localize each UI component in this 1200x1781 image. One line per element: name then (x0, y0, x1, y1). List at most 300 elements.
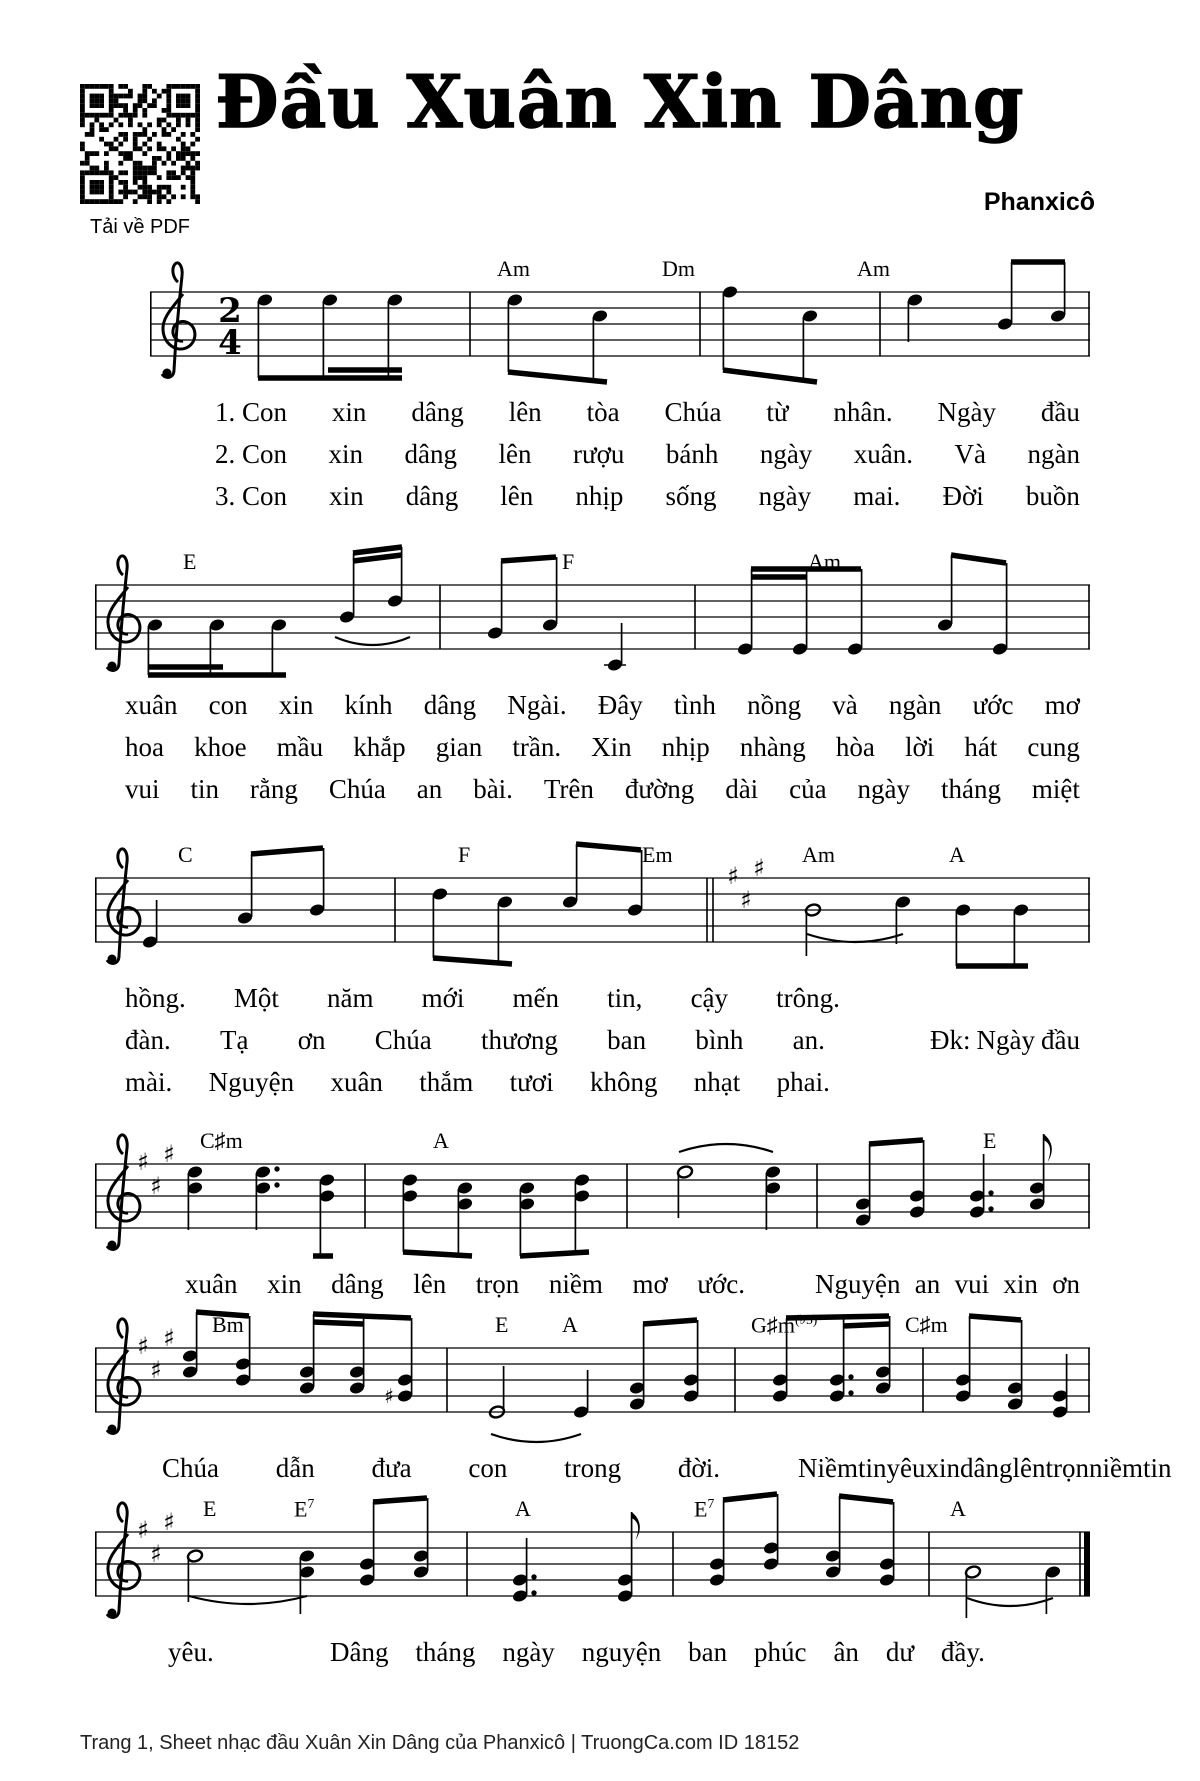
beam (839, 1496, 893, 1502)
chord-root: C♯m (905, 1312, 948, 1337)
staff-system-6 (95, 1472, 1090, 1662)
chord-label (458, 842, 470, 868)
lyric-word: Nguyện (815, 1269, 901, 1299)
lyric-word: hồng. (125, 983, 186, 1013)
lyric-word: yêu. (168, 1637, 214, 1667)
lyric-word: hát (964, 732, 998, 762)
lyric-word: tin (858, 1453, 887, 1483)
chord-root: E (495, 1312, 509, 1337)
lyric-word: Chúa (664, 397, 722, 427)
lyric-word: không (589, 1067, 658, 1097)
chord-superscript: 7 (307, 1496, 315, 1511)
page-title: Đầu Xuân Xin Dâng (215, 59, 1025, 144)
note (519, 1181, 536, 1256)
lyric-word: nhạt (693, 1067, 741, 1097)
sharp-sign: ♯ (150, 1172, 162, 1200)
lyric-line-segment (125, 1066, 830, 1098)
lyric-word: trông. (776, 983, 840, 1013)
chord-root: A (950, 1496, 966, 1521)
lyric-word: ngày (502, 1637, 555, 1667)
chord-root: Am (802, 842, 835, 867)
lyric-word: sống (665, 481, 717, 511)
lyric-word: tin (190, 774, 219, 804)
tie (335, 637, 410, 645)
lyric-word: xuân (330, 1067, 383, 1097)
note (1013, 903, 1030, 966)
note (299, 1314, 316, 1395)
eighth-flag (1044, 1134, 1052, 1162)
lyric-word: Đk: (930, 1025, 971, 1055)
lyric-word: hòa (835, 732, 875, 762)
chord-label (183, 549, 196, 575)
note (1007, 1320, 1024, 1411)
note (497, 895, 514, 964)
lyric-word: ân (833, 1637, 859, 1667)
treble-clef-icon (107, 849, 140, 964)
note (1045, 1565, 1062, 1614)
note (802, 309, 819, 382)
chord-root: C (178, 842, 193, 867)
lyric-line-segment (215, 396, 1080, 428)
note (879, 1502, 896, 1587)
staff-system-3 (95, 818, 1090, 1008)
lyric-word: nhân. (833, 397, 893, 427)
lyric-word: kính (344, 690, 393, 720)
note (384, 1318, 413, 1408)
lyric-word: từ (766, 397, 789, 427)
eighth-flag (632, 1512, 640, 1540)
lyric-line-segment (125, 689, 1080, 721)
lyric-word: Và (954, 439, 986, 469)
note (489, 1366, 506, 1419)
lyric-line-segment (930, 1024, 1080, 1056)
lyric-word: tháng (940, 774, 1001, 804)
chord-label (433, 1128, 449, 1154)
chord-label (808, 549, 841, 575)
lyric-word: vui (125, 774, 160, 804)
lyric-word: Chúa (162, 1453, 219, 1483)
note (457, 1181, 474, 1256)
lyric-line-segment (125, 1024, 825, 1056)
lyric-word: mến (512, 983, 560, 1013)
note (573, 1370, 590, 1419)
lyric-word: mài. (125, 1067, 173, 1097)
sharp-sign: ♯ (163, 1324, 175, 1352)
lyric-word: mới (421, 983, 465, 1013)
lyric-word: đời. (677, 1453, 720, 1483)
sharp-sign: ♯ (163, 1140, 175, 1168)
lyric-word: hoa (125, 732, 164, 762)
lyric-word: ơn (297, 1025, 326, 1055)
lyric-word: đưa (371, 1453, 412, 1483)
chord-label (203, 1496, 216, 1522)
treble-clef-icon (107, 1135, 140, 1250)
note (965, 1565, 982, 1618)
lyric-word: xin (925, 1453, 961, 1483)
lyric-word: dâng (405, 481, 459, 511)
lyric-line-segment (215, 438, 1080, 470)
lyric-word: Trên (543, 774, 594, 804)
note (271, 618, 288, 675)
beam (969, 1316, 1021, 1320)
lyric-word: tòa (586, 397, 620, 427)
lyric-word: cung (1027, 732, 1080, 762)
lyric-word: phúc (754, 1637, 807, 1667)
lyric-word: Đời (942, 481, 984, 511)
lyric-word: đàn. (125, 1025, 171, 1055)
beam (403, 1252, 472, 1256)
chord-label (515, 1496, 531, 1522)
chord-root: E (203, 1496, 217, 1521)
time-signature: 4 (218, 323, 242, 363)
chord-root: A (433, 1128, 449, 1153)
lyric-word: khắp (353, 732, 406, 762)
chord-root: E (694, 1496, 708, 1522)
note (322, 293, 339, 378)
lyric-word: Ngài. (507, 690, 567, 720)
note (387, 293, 404, 378)
lyric-word: rượu (572, 439, 625, 469)
lyric-word: tin (1143, 1453, 1172, 1483)
note (359, 1502, 376, 1587)
beam (508, 372, 607, 382)
treble-clef-icon (107, 556, 140, 671)
lyric-word: ban (607, 1025, 647, 1055)
note (187, 1165, 204, 1230)
chord-label (562, 1312, 578, 1338)
note (562, 844, 579, 909)
lyric-word: gian (435, 732, 483, 762)
note (825, 1496, 842, 1579)
note (805, 903, 822, 956)
beam (501, 557, 556, 561)
staff-system-4 (95, 1104, 1090, 1294)
lyric-word: dài (725, 774, 759, 804)
lyric-word: Ngày (937, 397, 996, 427)
note (992, 563, 1009, 656)
lyric-word: lên (508, 397, 542, 427)
note (722, 285, 739, 370)
beam (723, 1494, 777, 1500)
note (829, 1318, 854, 1403)
lyric-word: đầu (1041, 1025, 1080, 1055)
beam (251, 848, 323, 854)
lyric-word: đường (624, 774, 695, 804)
chord-label (751, 1312, 817, 1338)
beam (353, 555, 402, 561)
lyric-word: cậy (690, 983, 729, 1013)
lyric-word: ngày (857, 774, 911, 804)
tie (967, 1598, 1053, 1606)
chord-root: Am (857, 256, 890, 281)
lyric-word: xin (267, 1269, 302, 1299)
lyric-word: đầu (1040, 397, 1080, 427)
note (907, 293, 924, 342)
lyric-word: mơ (632, 1269, 668, 1299)
lyric-word: 1. Con (215, 397, 288, 427)
footer-text: Trang 1, Sheet nhạc đầu Xuân Xin Dâng của Phanxicô | TruongCa.com ID 18152 (80, 1732, 800, 1754)
chord-superscript: 7 (707, 1496, 715, 1511)
final-barline-thick (1084, 1532, 1090, 1596)
lyric-word: dâng (423, 690, 477, 720)
chord-label (694, 1496, 714, 1522)
lyric-word: lên (498, 439, 532, 469)
note (617, 1512, 640, 1603)
lyric-word: trong (564, 1453, 622, 1483)
sharp-sign: ♯ (137, 1516, 149, 1544)
note (737, 569, 754, 656)
lyric-word: 3. Con (215, 481, 288, 511)
lyric-word: xuân (185, 1269, 238, 1299)
chord-label (200, 1128, 243, 1154)
lyric-word: xuân (125, 690, 178, 720)
chord-label (950, 1496, 966, 1522)
note (542, 557, 559, 632)
sharp-sign: ♯ (753, 854, 765, 882)
sharp-sign: ♯ (150, 1356, 162, 1384)
lyric-word: dâng (411, 397, 464, 427)
chord-root: C♯m (200, 1128, 243, 1153)
sharp-sign: ♯ (137, 1148, 149, 1176)
lyric-word: 2. Con (215, 439, 288, 469)
note (765, 1165, 782, 1230)
lyric-word: tin, (607, 983, 643, 1013)
lyric-word: dâng (404, 439, 457, 469)
note (507, 293, 524, 372)
chord-label (949, 842, 965, 868)
lyric-word: Một (233, 983, 279, 1013)
lyric-word: ước. (697, 1269, 745, 1299)
note (592, 309, 609, 382)
note (955, 903, 972, 966)
chord-label (178, 842, 193, 868)
beam (843, 1324, 889, 1326)
sharp-sign: ♯ (740, 886, 752, 914)
note (319, 1173, 336, 1256)
treble-clef-icon (162, 263, 195, 378)
lyric-word: trọn (1045, 1453, 1089, 1483)
chord-label (857, 256, 890, 282)
chord-root: G♯m (751, 1312, 795, 1338)
lyric-line-segment (125, 731, 1080, 763)
lyric-word: trần. (512, 732, 562, 762)
chord-label (495, 1312, 508, 1338)
lyric-word: lời (904, 732, 935, 762)
note (237, 854, 254, 925)
note (792, 569, 809, 656)
chord-root: Am (808, 549, 841, 574)
lyric-word: con (468, 1453, 508, 1483)
lyric-word: lên (1012, 1453, 1046, 1483)
note (955, 1316, 972, 1403)
chord-label (905, 1312, 948, 1338)
lyric-word: ước (972, 690, 1014, 720)
lyric-word: thắm (419, 1067, 474, 1097)
lyric-word: ơn (1052, 1269, 1080, 1299)
beam (313, 1322, 363, 1324)
lyric-word: trọn (475, 1269, 520, 1299)
lyric-line-segment (168, 1636, 250, 1668)
lyric-word: Xin (591, 732, 632, 762)
lyric-word: dâng (960, 1453, 1013, 1483)
note (847, 569, 864, 656)
lyric-word: vui (954, 1269, 990, 1299)
chord-label (212, 1312, 244, 1338)
tie (189, 1596, 307, 1604)
note (257, 293, 274, 378)
lyric-word: nồng (747, 690, 802, 720)
note (349, 1316, 366, 1395)
lyric-word: xin (278, 690, 314, 720)
lyric-word: mai. (853, 481, 901, 511)
lyric-word: ban (688, 1637, 728, 1667)
lyric-word: ngàn (888, 690, 942, 720)
tie (807, 934, 903, 942)
beam (520, 1252, 589, 1256)
treble-clef-icon (107, 1319, 140, 1434)
beam (433, 958, 512, 964)
lyric-word: thương (481, 1025, 558, 1055)
lyric-word: nhàng (739, 732, 806, 762)
lyric-word: khoe (194, 732, 247, 762)
lyric-word: dư (885, 1637, 914, 1667)
note (339, 553, 356, 624)
lyric-line-segment (330, 1636, 985, 1668)
sharp-sign: ♯ (727, 862, 739, 890)
chord-label (802, 842, 835, 868)
note (937, 555, 954, 632)
lyric-word: lên (413, 1269, 447, 1299)
chord-root: E (983, 1128, 997, 1153)
tie (491, 1434, 581, 1442)
sharp-sign: ♯ (150, 1540, 162, 1568)
lyric-word: lên (500, 481, 534, 511)
time-signature: 2 (218, 291, 242, 331)
beam (869, 1140, 923, 1144)
lyric-word: bánh (665, 439, 719, 469)
note (629, 1324, 646, 1411)
chord-root: F (458, 842, 471, 867)
lyric-word: bình (695, 1025, 744, 1055)
lyric-word: an (914, 1269, 941, 1299)
note (1029, 1134, 1052, 1211)
staff-system-2 (95, 525, 1090, 715)
chord-label (662, 256, 695, 282)
download-pdf-link[interactable]: Tải về PDF (89, 216, 191, 238)
lyric-word: nhịp (661, 732, 710, 762)
note (299, 1549, 316, 1614)
lyric-word: xin (328, 439, 364, 469)
lyric-word: mơ (1044, 690, 1080, 720)
lyric-line-segment (125, 773, 1080, 805)
chord-label (497, 256, 530, 282)
sharp-sign: ♯ (137, 1332, 149, 1360)
lyric-word: đầy. (940, 1637, 985, 1667)
sharp-sign: ♯ (384, 1384, 394, 1408)
lyric-word: an. (792, 1025, 825, 1055)
lyric-word: xuân. (853, 439, 914, 469)
chord-root: E (183, 549, 197, 574)
beam (313, 1314, 411, 1318)
lyric-word: xin (329, 481, 364, 511)
note (182, 1312, 199, 1379)
lyric-word: niềm (548, 1269, 603, 1299)
treble-clef-icon (107, 1503, 140, 1618)
note (627, 850, 644, 917)
lyric-word: bài. (473, 774, 513, 804)
lyric-word: Nguyện (208, 1067, 295, 1097)
lyric-word: niềm (1089, 1453, 1143, 1483)
composer-name: Phanxicô (983, 188, 1095, 216)
chord-root: E (294, 1496, 308, 1522)
lyric-word: năm (327, 983, 374, 1013)
chord-root: A (515, 1496, 531, 1521)
lyric-word: rằng (249, 774, 298, 804)
lyric-word: Đây (597, 690, 643, 720)
lyric-word: và (832, 690, 858, 720)
lyric-word: tươi (509, 1067, 554, 1097)
beam (576, 844, 641, 850)
note (683, 1320, 700, 1403)
lyric-word: Niềm (798, 1453, 858, 1483)
beam (643, 1320, 697, 1324)
lyric-word: nhịp (575, 481, 624, 511)
note (875, 1316, 892, 1395)
lyric-word: an (416, 774, 443, 804)
lyric-line-segment (215, 480, 1080, 512)
chord-root: F (562, 549, 575, 574)
lyric-word: dẫn (275, 1453, 315, 1483)
note (997, 262, 1014, 331)
lyric-word: xin (331, 397, 367, 427)
note (413, 1498, 430, 1579)
lyric-word: miệt (1031, 774, 1080, 804)
chord-root: Dm (662, 256, 695, 281)
note (432, 887, 449, 958)
chord-root: A (562, 1312, 578, 1337)
note (604, 623, 626, 672)
staff-system-1 (150, 232, 1090, 422)
lyric-word: dâng (331, 1269, 384, 1299)
chord-label (983, 1128, 996, 1154)
lyric-line-segment (125, 982, 840, 1014)
chord-root: A (949, 842, 965, 867)
lyric-word: Ngày (976, 1025, 1035, 1055)
beam (353, 547, 402, 553)
lyric-word: Chúa (374, 1025, 432, 1055)
lyric-word: nguyện (581, 1637, 662, 1667)
lyric-word: ngày (759, 439, 813, 469)
lyric-word: ngày (758, 481, 812, 511)
note (187, 1549, 204, 1602)
lyric-word: yêu (886, 1453, 926, 1483)
lyric-word: ngàn (1027, 439, 1080, 469)
chord-root: Em (642, 842, 673, 867)
note (255, 1165, 280, 1230)
beam (951, 555, 1006, 563)
lyric-word: Dâng (330, 1637, 389, 1667)
beam (373, 1498, 427, 1502)
lyric-word: Tạ (219, 1025, 249, 1055)
chord-root: Am (497, 256, 530, 281)
lyric-word: tháng (415, 1637, 476, 1667)
lyric-word: xin (1003, 1269, 1038, 1299)
note (309, 848, 326, 917)
lyric-word: Chúa (328, 774, 386, 804)
lyric-word: con (208, 690, 248, 720)
lyric-word: buồn (1025, 481, 1080, 511)
lyric-word: của (789, 774, 827, 804)
